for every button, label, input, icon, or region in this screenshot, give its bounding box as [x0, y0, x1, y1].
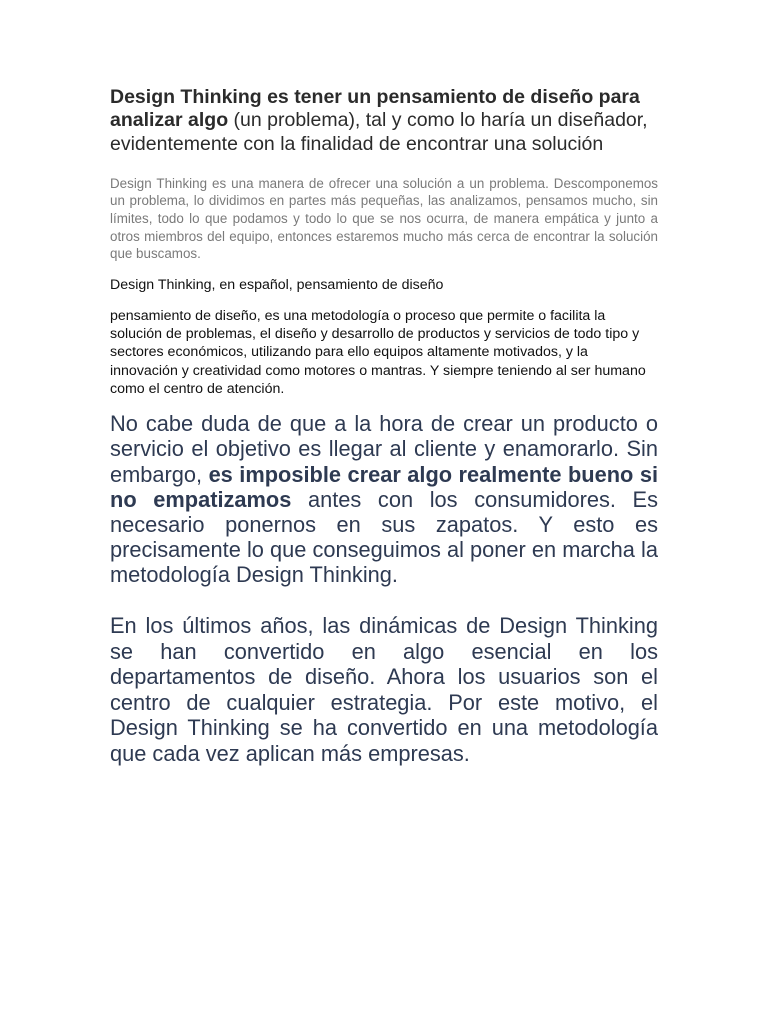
- document-heading: [110, 86, 658, 156]
- empathy-bold-text: es imposible crear algo realmente bueno si no empatizamos: [110, 461, 659, 512]
- closing-paragraph: En los últimos años, las dinámicas de Design Thinking se han convertido en algo esencial en los departamentos de diseño. Ahora los usuarios son el centro de cualquier estrategia. Por este motivo, el Design Thinking se ha convertido en una metodología que cada vez aplican más empresas.: [110, 613, 658, 766]
- empathy-text-before: No cabe duda de que a la hora de crear un producto o servicio el objetivo es llegar al cliente y enamorarlo. Sin embargo,: [110, 411, 658, 487]
- heading-bold-text: Design Thinking es tener un pensamiento de diseño para analizar algo: [110, 86, 640, 132]
- heading-rest-text: (un problema), tal y como lo haría un diseñador, evidentemente con la finalidad de encontrar una solución: [110, 109, 648, 155]
- document-page: [110, 86, 658, 767]
- intro-paragraph: Design Thinking es una manera de ofrecer una solución a un problema. Descomponemos un problema, lo dividimos en partes más pequeñas, las analizamos, pensamos mucho, sin límites, todo lo que podamos y todo lo que se nos ocurra, de manera empática y junto a otros miembros del equipo, entonces estaremos mucho más cerca de encontrar la solución que buscamos.: [110, 175, 658, 262]
- empathy-text-after: antes con los consumidores. Es necesario ponernos en sus zapatos. Y esto es precisamente lo que conseguimos al poner en marcha la metodología Design Thinking.: [110, 486, 658, 587]
- empathy-paragraph: [110, 411, 658, 587]
- definition-paragraph: pensamiento de diseño, es una metodología o proceso que permite o facilita la solución de problemas, el diseño y desarrollo de productos y servicios de todo tipo y sectores económicos, utilizando para ello equipos altamente motivados, y la innovación y creatividad como motores o mantras. Y siempre teniendo al ser humano como el centro de atención.: [110, 307, 646, 398]
- translation-line: Design Thinking, en español, pensamiento de diseño: [110, 276, 444, 293]
